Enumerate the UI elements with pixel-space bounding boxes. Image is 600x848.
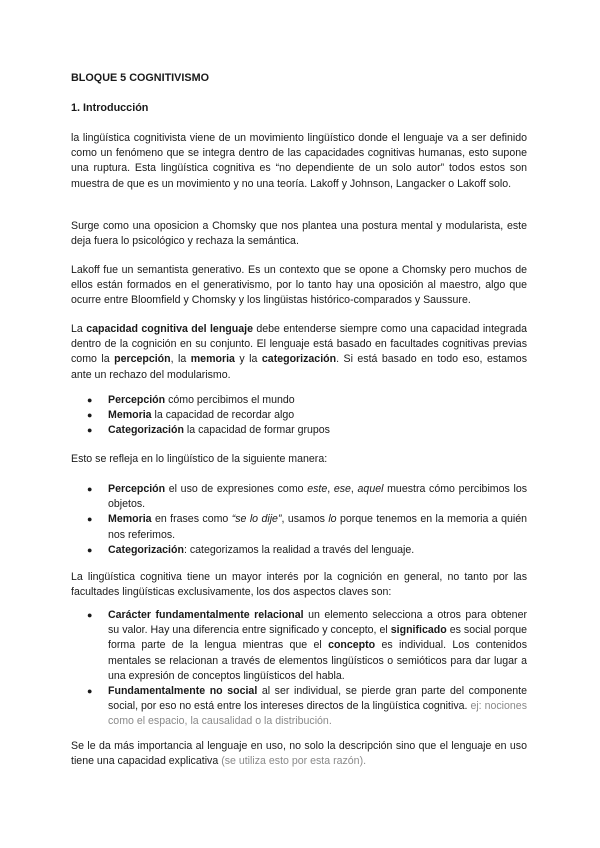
bullet-icon: ●	[87, 425, 93, 436]
term-perception: percepción	[114, 353, 171, 366]
document-title: BLOQUE 5 COGNITIVISMO	[71, 72, 209, 84]
list-item: ● Carácter fundamentalmente relacional un elemento selecciona a otros para obtener su valor. Hay una diferencia entre significado y concepto, el significado es social porque forma parte de la lengua mientras que el concepto es individual. Los contenidos mentales se relacionan a través de elementos lingüísticos o semióticos para dar lugar a una expresión de conceptos lingüísticos del habla.	[87, 609, 528, 682]
reason-note: (se utiliza esto por esta razón).	[221, 755, 367, 768]
paragraph-lakoff: Lakoff fue un semantista generativo. Es un contexto que se opone a Chomsky pero muchos de ellos están formados en el generativismo, por lo tanto hay una oposición al maestro, algo que ocurre entre Bloomfield y Chomsky y los lingüistas histórico-comparados y Saussure.	[71, 264, 527, 307]
list-item: ● Memoria en frases como “se lo dije”, usamos lo porque tenemos en la memoria a quién nos referimos.	[87, 513, 527, 541]
bullet-icon: ●	[87, 544, 93, 555]
paragraph-reflection: Esto se refleja en lo lingüístico de la siguiente manera:	[71, 453, 328, 465]
list-item: ● Fundamentalmente no social al ser individual, se pierde gran parte del componente social, por eso no está entre los intereses directos de la lingüística cognitiva. ej: nociones como el espacio, la causalidad o la distribución.	[87, 685, 527, 728]
term-categorization: categorización	[261, 353, 337, 366]
example-note: ej: nociones como el espacio, la causalidad o la distribución.	[108, 700, 527, 728]
section-heading: 1. Introducción	[71, 102, 149, 114]
paragraph-capacity: La capacidad cognitiva del lenguaje debe entenderse siempre como una capacidad integrada dentro de la cognición en su conjunto. El lenguaje está basado en facultades cognitivas previas como la percepción, la memoria y la categorización. Si está basado en todo eso, estamos ante un rechazo del modularismo.	[71, 323, 528, 381]
list-item: ● Percepción cómo percibimos el mundo	[71, 393, 527, 408]
list-item: ● Categorización: categorizamos la realidad a través del lenguaje.	[71, 543, 527, 558]
bullet-icon: ●	[87, 410, 93, 421]
bullet-icon: ●	[87, 395, 93, 405]
key-aspects-list	[71, 608, 527, 730]
paragraph-chomsky: Surge como una oposicion a Chomsky que nos plantea una postura mental y modularista, este deja fuera lo psicológico y rechaza la semántica.	[71, 220, 527, 248]
paragraph-key-aspects: La lingüística cognitiva tiene un mayor interés por la cognición en general, no tanto por las facultades lingüísticas exclusivamente, los dos aspectos claves son:	[71, 571, 527, 599]
linguistic-list	[71, 482, 527, 558]
paragraph-intro: la lingüística cognitivista viene de un movimiento lingüístico donde el lenguaje va a ser definido como un fenómeno que se integra dentro de las capacidades cognitivas humanas, esto supone una ruptura. Esta lingüística cognitiva es “no dependiente de un solo autor” todos estos son muestra de que es un movimiento y no una teoría. Lakoff y Johnson, Langacker o Lakoff solo.	[71, 132, 527, 190]
bullet-icon: ●	[87, 686, 93, 697]
bullet-icon: ●	[87, 484, 93, 494]
list-item: ● Memoria la capacidad de recordar algo	[71, 408, 527, 423]
paragraph-language-use: Se le da más importancia al lenguaje en uso, no solo la descripción sino que el lenguaje en uso tiene una capacidad explicativa (se utiliza esto por esta razón).	[71, 740, 527, 768]
list-item: ● Categorización la capacidad de formar grupos	[71, 423, 527, 438]
bullet-icon: ●	[87, 610, 93, 620]
faculties-list	[71, 393, 527, 439]
term-memory: memoria	[190, 353, 235, 366]
bullet-icon: ●	[87, 514, 93, 525]
list-item: ● Percepción el uso de expresiones como este, ese, aquel muestra cómo percibimos los objetos.	[87, 483, 528, 511]
term-capacity: capacidad cognitiva del lenguaje	[86, 323, 253, 335]
